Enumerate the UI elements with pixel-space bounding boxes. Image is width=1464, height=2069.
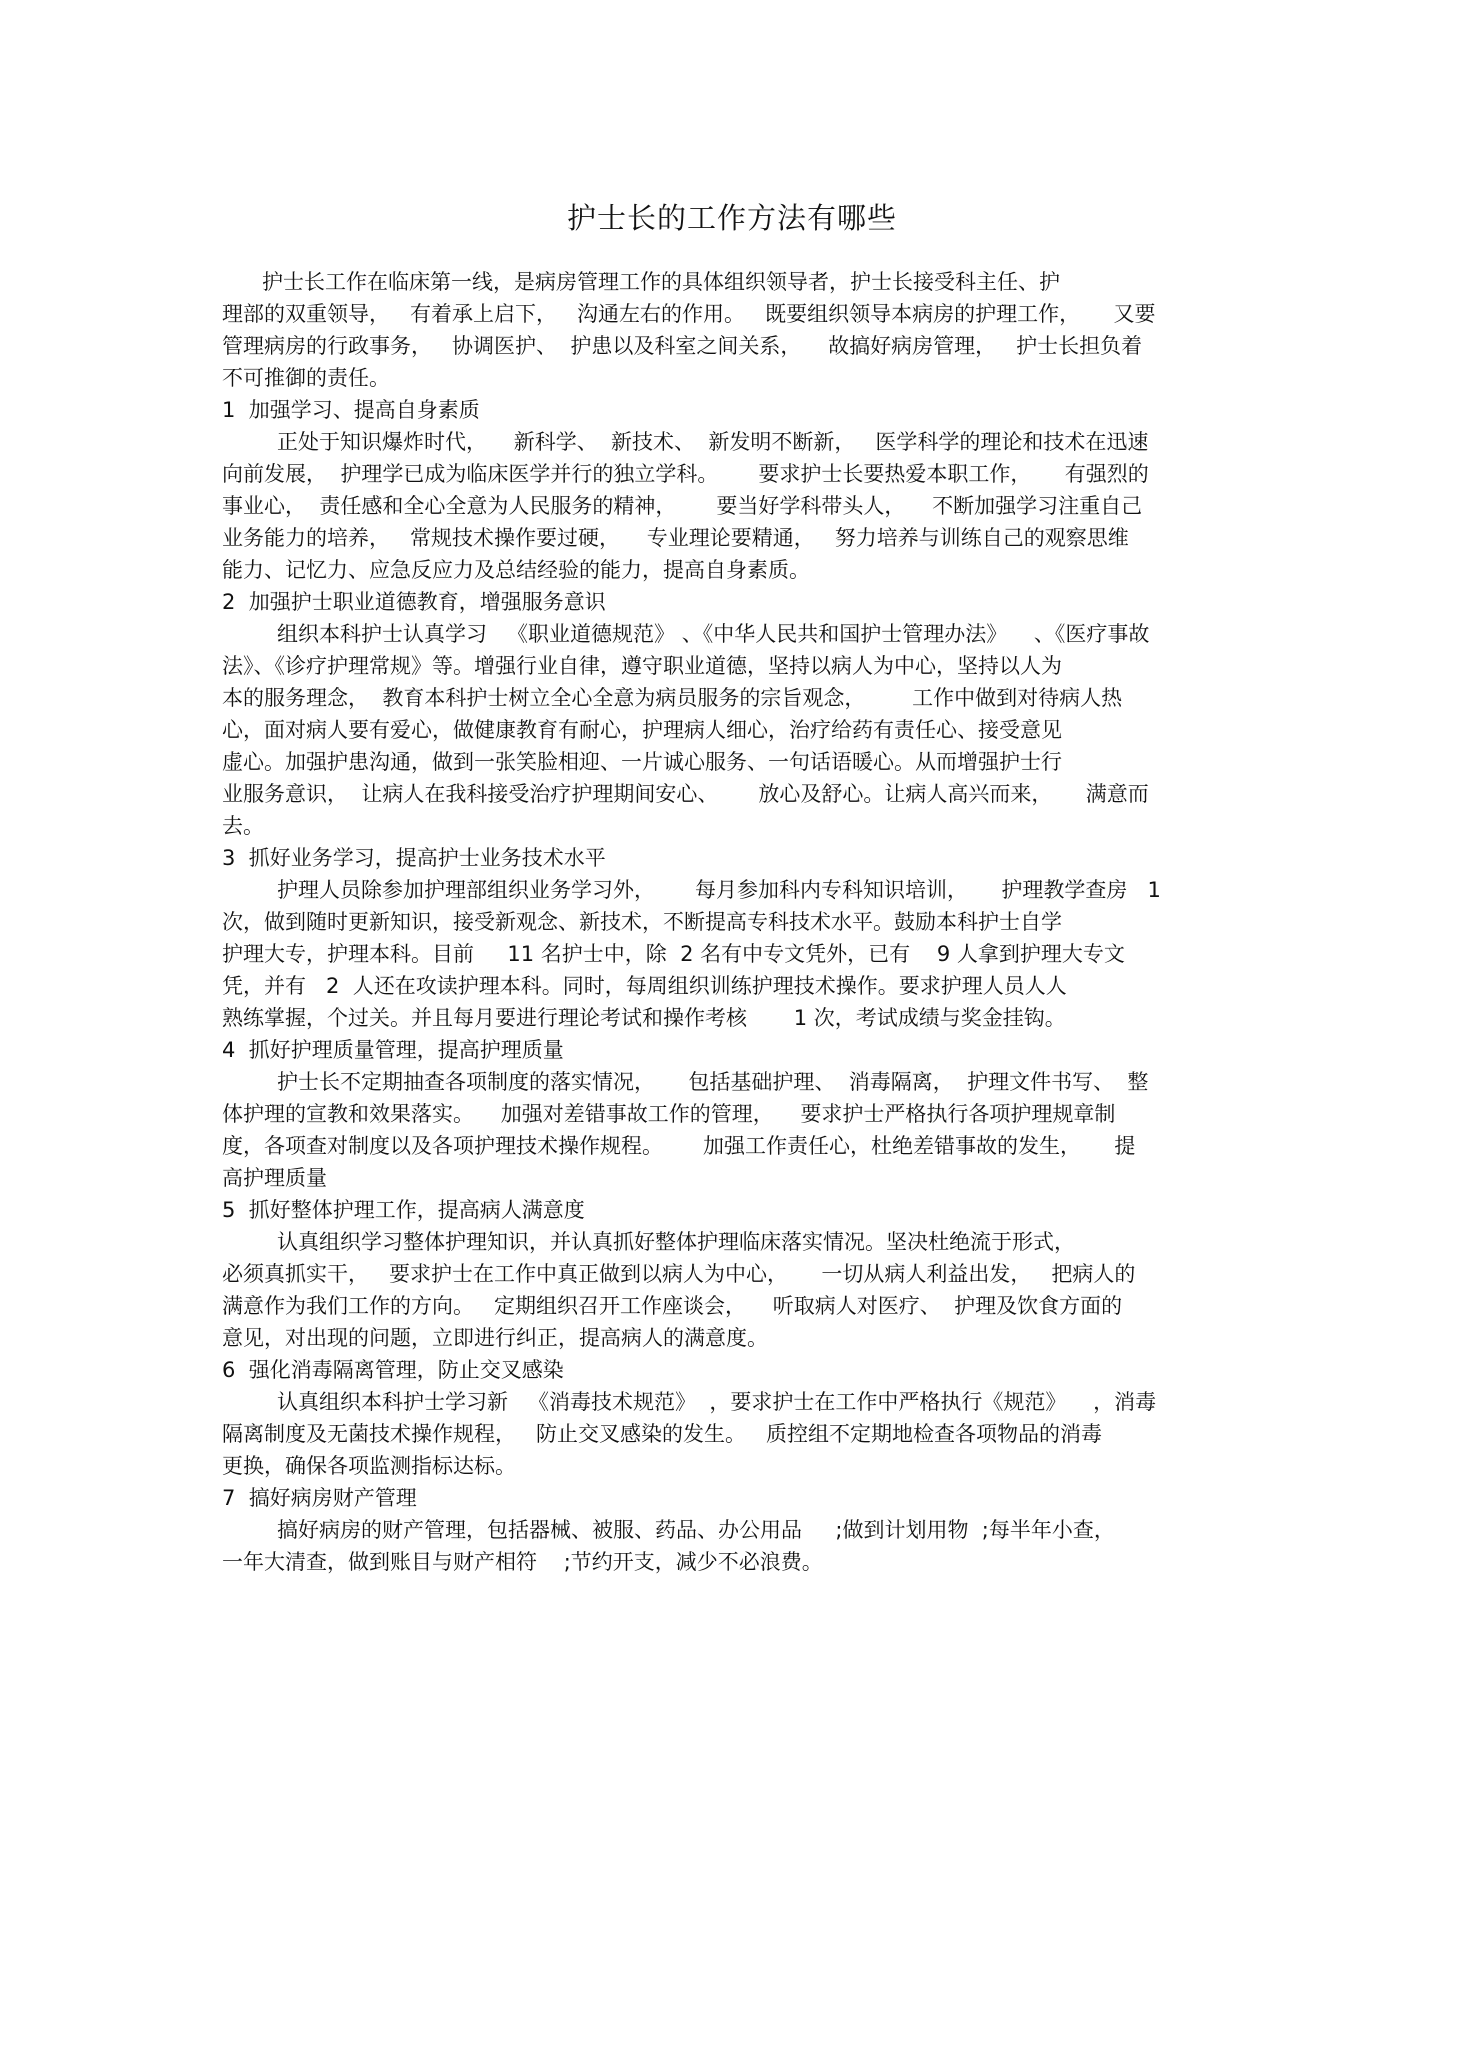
paragraph-line: 事业心， 责任感和全心全意为人民服务的精神， 要当好学科带头人， 不断加强学习注重自己 bbox=[222, 494, 1143, 518]
paragraph-line: 更换，确保各项监测指标达标。 bbox=[222, 1454, 516, 1478]
paragraph-line: 熟练掌握，个过关。并且每月要进行理论考试和操作考核 1 次，考试成绩与奖金挂钩。 bbox=[222, 1006, 1066, 1030]
paragraph-line: 意见，对出现的问题，立即进行纠正，提高病人的满意度。 bbox=[222, 1326, 768, 1350]
paragraph-line: 一年大清查，做到账目与财产相符 ;节约开支，减少不必浪费。 bbox=[222, 1550, 823, 1574]
paragraph-line: 必须真抓实干， 要求护士在工作中真正做到以病人为中心， 一切从病人利益出发， 把病人的 bbox=[222, 1262, 1136, 1286]
paragraph-line: 心，面对病人要有爱心，做健康教育有耐心，护理病人细心，治疗给药有责任心、接受意见 bbox=[222, 718, 1062, 742]
paragraph-line: 正处于知识爆炸时代， 新科学、 新技术、 新发明不断新， 医学科学的理论和技术在迅速 bbox=[277, 430, 1149, 454]
document-title: 护士长的工作方法有哪些 bbox=[566, 201, 897, 235]
paragraph-line: 次，做到随时更新知识，接受新观念、新技术，不断提高专科技术水平。鼓励本科护士自学 bbox=[222, 910, 1062, 934]
paragraph-line: 不可推御的责任。 bbox=[222, 366, 390, 390]
paragraph-line: 凭，并有 2 人还在攻读护理本科。同时，每周组织训练护理技术操作。要求护理人员人人 bbox=[222, 974, 1067, 998]
paragraph-line: 满意作为我们工作的方向。 定期组织召开工作座谈会， 听取病人对医疗、 护理及饮食方面的 bbox=[222, 1294, 1123, 1318]
section-heading: 3 抓好业务学习，提高护士业务技术水平 bbox=[222, 846, 606, 870]
paragraph-line: 业服务意识， 让病人在我科接受治疗护理期间安心、 放心及舒心。让病人高兴而来， 满意而 bbox=[222, 782, 1149, 806]
paragraph-line: 高护理质量 bbox=[222, 1166, 327, 1190]
paragraph-line: 本的服务理念， 教育本科护士树立全心全意为病员服务的宗旨观念， 工作中做到对待病人热 bbox=[222, 686, 1123, 710]
paragraph-line: 体护理的宣教和效果落实。 加强对差错事故工作的管理， 要求护士严格执行各项护理规章制 bbox=[222, 1102, 1116, 1126]
paragraph-line: 护理人员除参加护理部组织业务学习外， 每月参加科内专科知识培训， 护理教学查房 1 bbox=[277, 878, 1161, 902]
section-heading: 7 搞好病房财产管理 bbox=[222, 1486, 417, 1510]
paragraph-line: 能力、记忆力、应急反应力及总结经验的能力，提高自身素质。 bbox=[222, 558, 810, 582]
paragraph-line: 护理大专，护理本科。目前 11 名护士中，除 2 名有中专文凭外，已有 9 人拿到护理大专文 bbox=[222, 942, 1125, 966]
paragraph-line: 法》、《诊疗护理常规》等。增强行业自律，遵守职业道德，坚持以病人为中心，坚持以人为 bbox=[222, 654, 1062, 678]
section-heading: 1 加强学习、提高自身素质 bbox=[222, 398, 480, 422]
paragraph-line: 护士长不定期抽查各项制度的落实情况， 包括基础护理、 消毒隔离， 护理文件书写、 整 bbox=[277, 1070, 1149, 1094]
paragraph-line: 认真组织学习整体护理知识，并认真抓好整体护理临床落实情况。坚决杜绝流于形式， bbox=[277, 1230, 1075, 1254]
section-heading: 4 抓好护理质量管理，提高护理质量 bbox=[222, 1038, 564, 1062]
paragraph-line: 业务能力的培养， 常规技术操作要过硬， 专业理论要精通， 努力培养与训练自己的观察思维 bbox=[222, 526, 1129, 550]
paragraph-line: 隔离制度及无菌技术操作规程， 防止交叉感染的发生。 质控组不定期地检查各项物品的消毒 bbox=[222, 1422, 1103, 1446]
paragraph-line: 认真组织本科护士学习新 《消毒技术规范》 ，要求护士在工作中严格执行《规范》 ，消毒 bbox=[277, 1390, 1157, 1414]
section-heading: 2 加强护士职业道德教育，增强服务意识 bbox=[222, 590, 606, 614]
paragraph-line: 组织本科护士认真学习 《职业道德规范》 、《中华人民共和国护士管理办法》 、《医疗事故 bbox=[277, 622, 1150, 646]
paragraph-line: 向前发展， 护理学已成为临床医学并行的独立学科。 要求护士长要热爱本职工作， 有强烈的 bbox=[222, 462, 1149, 486]
section-heading: 5 抓好整体护理工作，提高病人满意度 bbox=[222, 1198, 585, 1222]
paragraph-line: 护士长工作在临床第一线，是病房管理工作的具体组织领导者，护士长接受科主任、护 bbox=[262, 270, 1060, 294]
section-heading: 6 强化消毒隔离管理，防止交叉感染 bbox=[222, 1358, 564, 1382]
paragraph-line: 去。 bbox=[222, 814, 264, 838]
paragraph-line: 管理病房的行政事务， 协调医护、 护患以及科室之间关系， 故搞好病房管理， 护士长担负着 bbox=[222, 334, 1143, 358]
paragraph-line: 搞好病房的财产管理，包括器械、被服、药品、办公用品 ;做到计划用物 ;每半年小查， bbox=[277, 1518, 1115, 1542]
paragraph-line: 度，各项查对制度以及各项护理技术操作规程。 加强工作责任心，杜绝差错事故的发生， 提 bbox=[222, 1134, 1136, 1158]
paragraph-line: 理部的双重领导， 有着承上启下， 沟通左右的作用。 既要组织领导本病房的护理工作， 又要 bbox=[222, 302, 1156, 326]
paragraph-line: 虚心。加强护患沟通，做到一张笑脸相迎、一片诚心服务、一句话语暖心。从而增强护士行 bbox=[222, 750, 1062, 774]
